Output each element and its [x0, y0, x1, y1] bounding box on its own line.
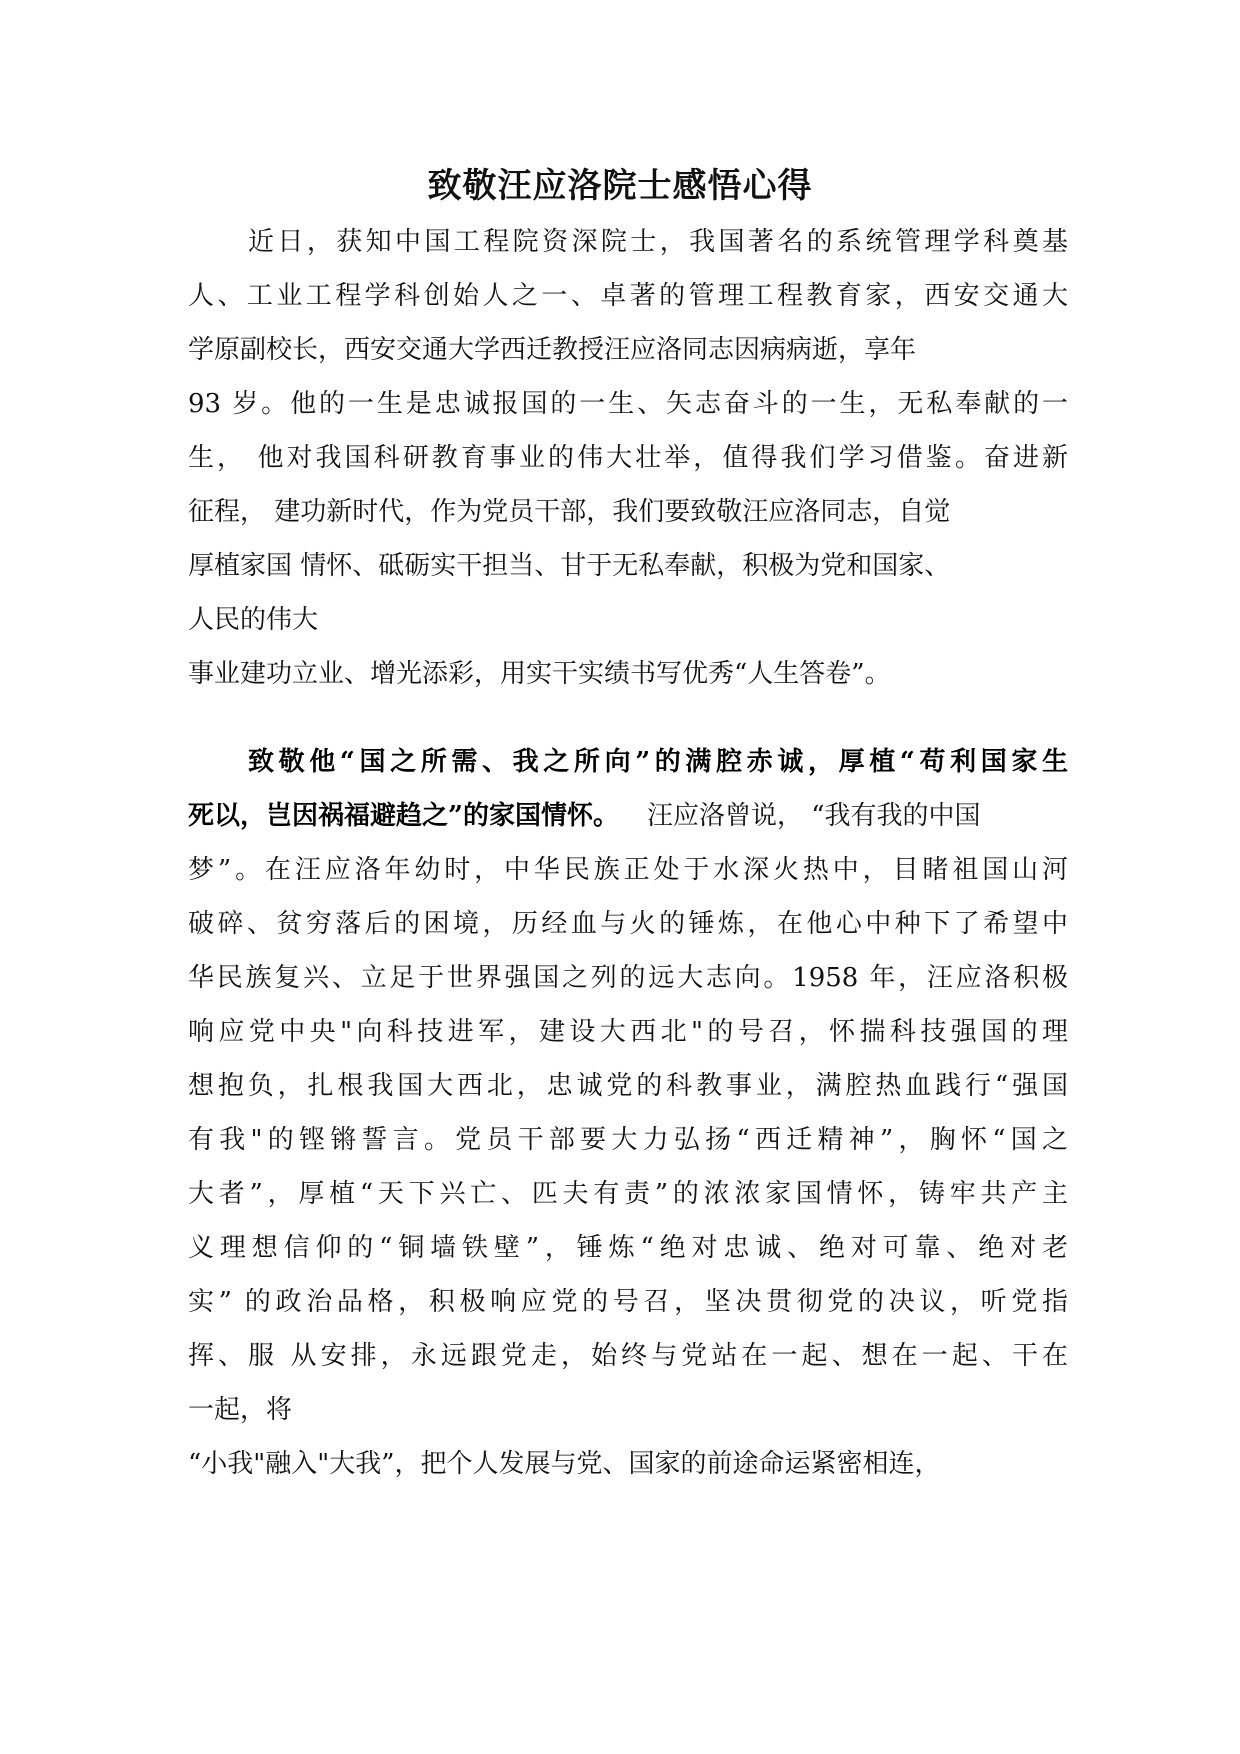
paragraph2-line-5: 华民族复兴、立足于世界强国之列的远大志向。1958 年，汪应洛积极 [188, 963, 1068, 993]
paragraph2-line-4: 破碎、贫穷落后的困境，历经血与火的锤炼，在他心中种下了希望中 [188, 909, 1068, 939]
paragraph2-line-6: 响应党中央"向科技进军，建设大西北"的号召，怀揣科技强国的理 [188, 1017, 1068, 1047]
paragraph2-line-14: “小我"融入"大我”，把个人发展与党、国家的前途命运紧密相连， [188, 1449, 941, 1479]
paragraph1-line-9: 事业建功立业、增光添彩，用实干实绩书写优秀“人生答卷”。 [188, 659, 891, 689]
paragraph2-line-2 [188, 796, 1068, 836]
paragraph2-bold-heading-part2: 死以，岂因祸福避趋之”的家国情怀。 [188, 801, 619, 831]
paragraph2-bold-heading-part1: 致敬他“国之所需、我之所向”的满腔赤诚，厚植“苟利国家生 [248, 747, 1068, 777]
paragraph2-line-7: 想抱负，扎根我国大西北，忠诚党的科教事业，满腔热血践行“强国 [188, 1071, 1068, 1101]
paragraph1-line-6: 征程， 建功新时代，作为党员干部，我们要致敬汪应洛同志，自觉 [188, 497, 951, 527]
paragraph2-line-3: 梦”。在汪应洛年幼时，中华民族正处于水深火热中，目睹祖国山河 [188, 855, 1068, 885]
paragraph2-line-9: 大者”，厚植“天下兴亡、匹夫有责”的浓浓家国情怀，铸牢共产主 [188, 1179, 1068, 1209]
paragraph2-line-12: 挥、服 从安排，永远跟党走，始终与党站在一起、想在一起、干在 [188, 1341, 1068, 1371]
paragraph1-line-2: 人、工业工程学科创始人之一、卓著的管理工程教育家，西安交通大 [188, 281, 1068, 311]
paragraph2-bold-line-1 [248, 742, 1068, 782]
paragraph2-line-2-rest: 汪应洛曾说， “我有我的中国 [646, 801, 981, 831]
paragraph1-line-8: 人民的伟大 [188, 605, 319, 635]
document-title: 致敬汪应洛院士感悟心得 [427, 166, 813, 206]
paragraph2-line-11: 实” 的政治品格，积极响应党的号召，坚决贯彻党的决议，听党指 [188, 1287, 1068, 1317]
paragraph2-line-8: 有我"的铿锵誓言。党员干部要大力弘扬“西迁精神”，胸怀“国之 [188, 1125, 1068, 1155]
paragraph2-line-10: 义理想信仰的“铜墙铁壁”，锤炼“绝对忠诚、绝对可靠、绝对老 [188, 1233, 1068, 1263]
paragraph1-line-3: 学原副校长，西安交通大学西迁教授汪应洛同志因病病逝，享年 [188, 335, 917, 365]
paragraph2-line-13: 一起，将 [188, 1395, 293, 1425]
paragraph1-line-7: 厚植家国 情怀、砥砺实干担当、甘于无私奉献，积极为党和国家、 [188, 551, 951, 581]
paragraph1-line-5: 生， 他对我国科研教育事业的伟大壮举，值得我们学习借鉴。奋进新 [188, 443, 1068, 473]
paragraph1-line-4: 93 岁。他的一生是忠诚报国的一生、矢志奋斗的一生，无私奉献的一 [188, 389, 1068, 419]
paragraph1-line-1: 近日，获知中国工程院资深院士，我国著名的系统管理学科奠基 [248, 227, 1068, 257]
